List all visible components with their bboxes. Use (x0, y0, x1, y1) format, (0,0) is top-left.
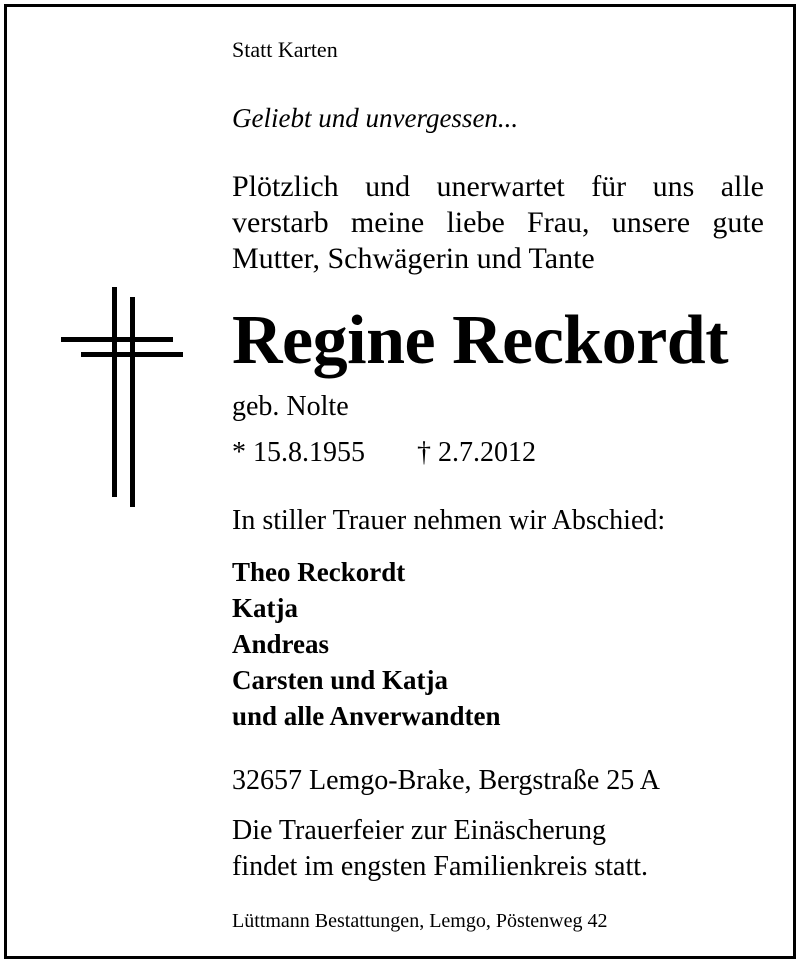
epigraph: Geliebt und unvergessen... (232, 103, 519, 133)
ceremony-line-1: Die Trauerfeier zur Einäscherung (232, 815, 606, 846)
mourner-item: Theo Reckordt (232, 557, 406, 587)
deceased-name: Regine Reckordt (232, 302, 729, 379)
farewell-line: In stiller Trauer nehmen wir Abschied: (232, 505, 666, 536)
funeral-home-footer: Lüttmann Bestattungen, Lemgo, Pöstenweg 42 (232, 910, 608, 932)
address-line: 32657 Lemgo-Brake, Bergstraße 25 A (232, 765, 660, 796)
mourner-item: Andreas (232, 629, 330, 659)
intro-text: Plötzlich und unerwartet für uns alle verstarb meine liebe Frau, unsere gute Mutter, Schwägerin und Tante (232, 170, 764, 275)
mourner-item: Carsten und Katja (232, 665, 449, 695)
death-date: † 2.7.2012 (417, 437, 536, 468)
birth-date: * 15.8.1955 (232, 437, 365, 468)
maiden-name: geb. Nolte (232, 391, 349, 422)
ceremony-line-2: findet im engsten Familienkreis statt. (232, 851, 649, 882)
statt-karten-label: Statt Karten (232, 37, 338, 62)
mourner-item: und alle Anverwandten (232, 701, 501, 731)
mourner-item: Katja (232, 593, 298, 623)
obituary-frame (4, 4, 796, 959)
